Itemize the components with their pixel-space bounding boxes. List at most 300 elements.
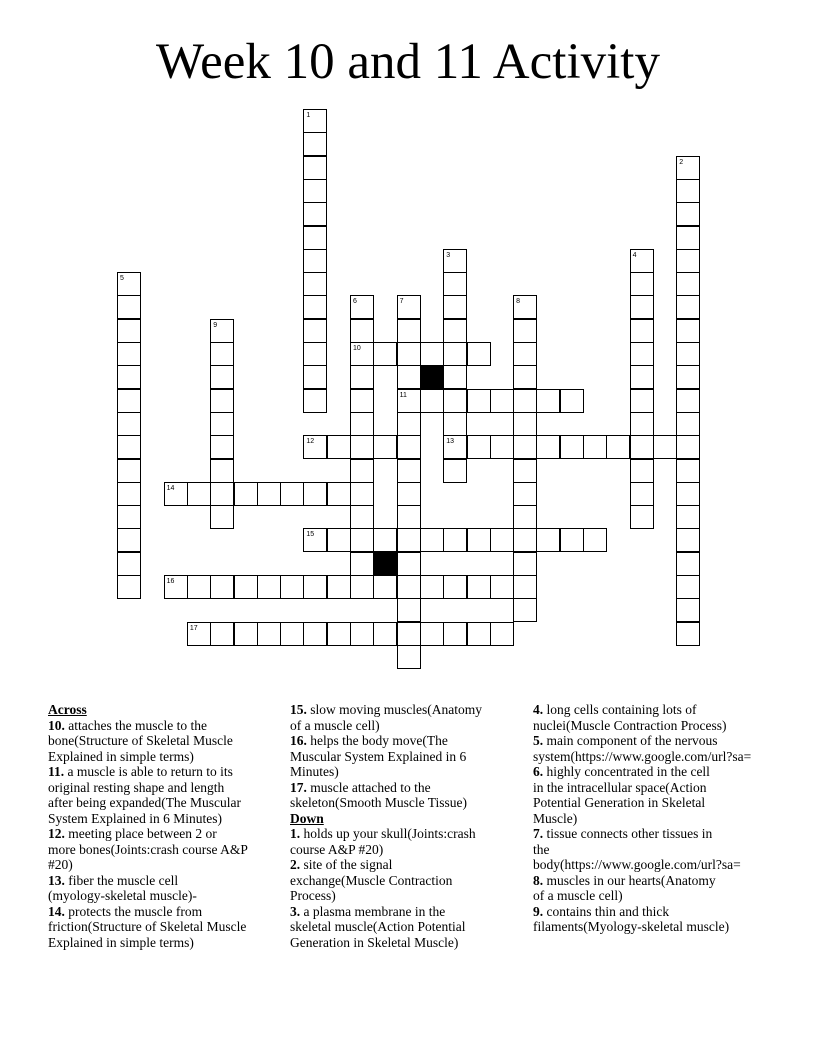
grid-cell[interactable] <box>420 342 444 366</box>
clue-line <box>290 702 526 718</box>
clue-number: 11 <box>399 391 407 399</box>
grid-cell[interactable] <box>467 435 491 459</box>
grid-cell[interactable] <box>513 319 537 343</box>
grid-cell[interactable] <box>443 435 467 459</box>
clue-line <box>533 888 816 904</box>
grid-cell[interactable] <box>467 575 491 599</box>
grid-cell[interactable] <box>350 319 374 343</box>
clue-line <box>290 749 526 765</box>
clue-line <box>290 780 526 796</box>
grid-cell[interactable] <box>513 342 537 366</box>
clue-line <box>290 842 526 858</box>
grid-cell[interactable] <box>117 365 141 389</box>
grid-cell[interactable] <box>327 622 351 646</box>
grid-cell[interactable] <box>397 598 421 622</box>
clue-text: main component of the nervous <box>546 733 718 748</box>
grid-cell[interactable] <box>234 622 258 646</box>
grid-cell[interactable] <box>117 342 141 366</box>
clue-text: exchange(Muscle Contraction <box>290 872 453 888</box>
grid-cell[interactable] <box>117 389 141 413</box>
grid-cell[interactable] <box>490 575 514 599</box>
grid-cell[interactable] <box>280 575 304 599</box>
clue-line <box>290 935 526 951</box>
clue-text: Process) <box>290 888 336 903</box>
grid-cell[interactable] <box>490 528 514 552</box>
grid-cell[interactable] <box>397 645 421 669</box>
clue-item <box>290 826 526 857</box>
grid-cell[interactable] <box>676 435 700 459</box>
grid-cell[interactable] <box>676 272 700 296</box>
grid-cell[interactable] <box>560 528 584 552</box>
grid-cell[interactable] <box>513 435 537 459</box>
clue-text: of a muscle cell) <box>533 888 623 903</box>
grid-cell[interactable] <box>443 295 467 319</box>
grid-cell[interactable] <box>397 622 421 646</box>
grid-cell[interactable] <box>583 435 607 459</box>
grid-cell[interactable] <box>303 109 327 133</box>
clue-text: Generation in Skeletal Muscle) <box>290 934 459 950</box>
grid-cell[interactable] <box>187 622 211 646</box>
grid-cell[interactable] <box>513 295 537 319</box>
clue-text: fiber the muscle cell <box>68 872 179 888</box>
grid-cell[interactable] <box>443 389 467 413</box>
clue-number-label: 2. <box>290 857 301 872</box>
grid-cell[interactable] <box>210 412 234 436</box>
grid-cell[interactable] <box>303 342 327 366</box>
grid-cell[interactable] <box>303 319 327 343</box>
clue-text: skeleton(Smooth Muscle Tissue) <box>290 795 468 810</box>
clue-text: Potential Generation in Skeletal <box>533 795 706 810</box>
clue-item <box>533 702 816 733</box>
clue-item <box>290 904 526 951</box>
grid-cell[interactable] <box>630 365 654 389</box>
grid-cell[interactable] <box>513 365 537 389</box>
grid-cell[interactable] <box>210 319 234 343</box>
grid-cell[interactable] <box>676 295 700 319</box>
grid-cell[interactable] <box>327 482 351 506</box>
grid-cell[interactable] <box>490 622 514 646</box>
clue-item <box>533 826 816 873</box>
grid-cell[interactable] <box>630 295 654 319</box>
clue-column-1 <box>48 702 284 950</box>
grid-cell[interactable] <box>210 365 234 389</box>
grid-cell[interactable] <box>467 342 491 366</box>
grid-cell[interactable] <box>676 202 700 226</box>
grid-cell[interactable] <box>210 505 234 529</box>
grid-cell[interactable] <box>630 389 654 413</box>
grid-cell[interactable] <box>210 342 234 366</box>
clue-text: a plasma membrane in the <box>303 903 446 919</box>
grid-cell[interactable] <box>420 622 444 646</box>
grid-cell[interactable] <box>117 505 141 529</box>
grid-cell[interactable] <box>164 575 188 599</box>
clue-line <box>533 733 816 749</box>
clue-number: 9 <box>213 321 218 329</box>
grid-cell[interactable] <box>676 598 700 622</box>
grid-cell[interactable] <box>676 156 700 180</box>
clue-number-label: 16. <box>290 733 307 748</box>
grid-cell[interactable] <box>513 575 537 599</box>
grid-cell[interactable] <box>397 552 421 576</box>
clue-line <box>533 873 816 889</box>
grid-cell[interactable] <box>373 435 397 459</box>
clue-line <box>290 873 526 889</box>
clue-line <box>533 702 816 718</box>
grid-cell[interactable] <box>513 459 537 483</box>
clue-item <box>290 780 526 811</box>
clue-text: course A&P #20) <box>290 841 384 857</box>
down-heading: Down <box>290 810 324 826</box>
clue-line <box>533 780 816 796</box>
clue-text: (myology-skeletal muscle)- <box>48 888 197 903</box>
clue-text: original resting shape and length <box>48 779 225 795</box>
grid-cell[interactable] <box>303 249 327 273</box>
grid-cell[interactable] <box>420 528 444 552</box>
grid-cell[interactable] <box>257 482 281 506</box>
grid-cell[interactable] <box>630 272 654 296</box>
grid-cell[interactable] <box>676 179 700 203</box>
clue-number-label: 9. <box>533 903 544 919</box>
grid-cell[interactable] <box>676 528 700 552</box>
grid-cell[interactable] <box>234 482 258 506</box>
grid-cell[interactable] <box>234 575 258 599</box>
grid-cell[interactable] <box>350 505 374 529</box>
grid-cell[interactable] <box>187 482 211 506</box>
grid-cell[interactable] <box>630 342 654 366</box>
grid-cell[interactable] <box>117 319 141 343</box>
clue-line <box>533 904 816 920</box>
clue-number-label: 10. <box>48 717 65 733</box>
clue-number-label: 4. <box>533 702 544 717</box>
clue-number-label: 14. <box>48 903 65 919</box>
clue-line <box>48 857 284 873</box>
grid-cell[interactable] <box>350 365 374 389</box>
grid-cell[interactable] <box>676 552 700 576</box>
grid-cell[interactable] <box>303 622 327 646</box>
grid-cell[interactable] <box>397 459 421 483</box>
clue-line <box>290 826 526 842</box>
grid-cell[interactable] <box>303 156 327 180</box>
grid-cell[interactable] <box>560 435 584 459</box>
clue-item <box>533 904 816 935</box>
grid-cell[interactable] <box>350 389 374 413</box>
grid-cell[interactable] <box>303 226 327 250</box>
grid-cell[interactable] <box>630 435 654 459</box>
clue-item <box>533 873 816 904</box>
grid-cell[interactable] <box>117 459 141 483</box>
clue-line <box>48 826 284 842</box>
grid-cell[interactable] <box>303 528 327 552</box>
clue-item <box>48 764 284 826</box>
grid-cell[interactable] <box>397 365 421 389</box>
clue-item <box>533 733 816 764</box>
grid-cell[interactable] <box>536 389 560 413</box>
clue-text: body(https://www.google.com/url?sa= <box>533 857 741 872</box>
grid-cell[interactable] <box>630 482 654 506</box>
clue-text: system(https://www.google.com/url?sa= <box>533 748 752 764</box>
grid-cell[interactable] <box>397 528 421 552</box>
page-title: Week 10 and 11 Activity <box>156 34 660 90</box>
clue-text: muscle attached to the <box>310 779 431 795</box>
grid-cell[interactable] <box>513 389 537 413</box>
grid-cell[interactable] <box>117 552 141 576</box>
grid-cell[interactable] <box>280 622 304 646</box>
grid-cell[interactable] <box>117 575 141 599</box>
grid-cell[interactable] <box>676 226 700 250</box>
grid-cell[interactable] <box>303 272 327 296</box>
clue-number: 10 <box>353 345 361 352</box>
grid-cell[interactable] <box>397 482 421 506</box>
grid-cell[interactable] <box>350 528 374 552</box>
grid-cell[interactable] <box>350 622 374 646</box>
grid-cell[interactable] <box>467 389 491 413</box>
grid-cell[interactable] <box>513 598 537 622</box>
grid-cell[interactable] <box>117 482 141 506</box>
grid-cell[interactable] <box>676 412 700 436</box>
grid-cell[interactable] <box>536 435 560 459</box>
clue-text: Minutes) <box>290 764 339 779</box>
clue-number: 13 <box>446 438 454 446</box>
grid-cell[interactable] <box>303 575 327 599</box>
clue-text: helps the body move(The <box>310 733 448 748</box>
grid-cell[interactable] <box>513 482 537 506</box>
grid-cell[interactable] <box>653 435 677 459</box>
clue-line <box>48 919 284 935</box>
grid-cell[interactable] <box>210 459 234 483</box>
grid-cell[interactable] <box>630 249 654 273</box>
clue-text: tissue connects other tissues in <box>546 826 713 841</box>
grid-cell[interactable] <box>303 132 327 156</box>
grid-cell[interactable] <box>257 575 281 599</box>
grid-cell[interactable] <box>676 575 700 599</box>
grid-cell[interactable] <box>630 412 654 436</box>
clue-line <box>48 764 284 780</box>
grid-cell[interactable] <box>420 575 444 599</box>
clue-number-label: 6. <box>533 764 544 779</box>
clue-text: a muscle is able to return to its <box>67 764 233 779</box>
grid-cell[interactable] <box>303 365 327 389</box>
clue-item <box>48 904 284 951</box>
grid-cell[interactable] <box>210 482 234 506</box>
grid-cell[interactable] <box>210 435 234 459</box>
clue-text: muscles in our hearts(Anatomy <box>546 872 716 888</box>
grid-cell[interactable] <box>373 575 397 599</box>
clue-line <box>48 780 284 796</box>
grid-cell[interactable] <box>350 575 374 599</box>
clue-item <box>48 873 284 904</box>
grid-cell[interactable] <box>117 435 141 459</box>
grid-cell[interactable] <box>303 389 327 413</box>
clue-text: long cells containing lots of <box>546 702 697 717</box>
grid-cell[interactable] <box>536 528 560 552</box>
grid-cell[interactable] <box>490 435 514 459</box>
grid-cell[interactable] <box>373 528 397 552</box>
clue-line <box>533 826 816 842</box>
clue-text: bone(Structure of Skeletal Muscle <box>48 733 233 748</box>
clue-line <box>48 749 284 765</box>
black-square <box>373 552 397 576</box>
clue-number-label: 13. <box>48 872 65 888</box>
clue-line <box>48 811 284 827</box>
grid-cell[interactable] <box>467 622 491 646</box>
clue-text: more bones(Joints:crash course A&P <box>48 841 248 857</box>
clue-number-label: 12. <box>48 826 65 841</box>
clue-line <box>290 857 526 873</box>
grid-cell[interactable] <box>117 412 141 436</box>
grid-cell[interactable] <box>630 319 654 343</box>
grid-cell[interactable] <box>560 389 584 413</box>
grid-cell[interactable] <box>257 622 281 646</box>
clue-text: attaches the muscle to the <box>68 717 207 733</box>
clue-text: of a muscle cell) <box>290 717 380 733</box>
grid-cell[interactable] <box>420 389 444 413</box>
grid-cell[interactable] <box>583 528 607 552</box>
grid-cell[interactable] <box>513 552 537 576</box>
grid-cell[interactable] <box>327 575 351 599</box>
grid-cell[interactable] <box>630 505 654 529</box>
grid-cell[interactable] <box>443 575 467 599</box>
grid-cell[interactable] <box>676 482 700 506</box>
grid-cell[interactable] <box>443 342 467 366</box>
clue-line <box>533 718 816 734</box>
grid-cell[interactable] <box>397 319 421 343</box>
grid-cell[interactable] <box>676 342 700 366</box>
grid-cell[interactable] <box>676 505 700 529</box>
grid-cell[interactable] <box>280 482 304 506</box>
grid-cell[interactable] <box>303 179 327 203</box>
grid-cell[interactable] <box>164 482 188 506</box>
grid-cell[interactable] <box>210 389 234 413</box>
clue-item <box>48 718 284 765</box>
grid-cell[interactable] <box>210 622 234 646</box>
grid-cell[interactable] <box>117 528 141 552</box>
clue-number-label: 15. <box>290 702 307 717</box>
grid-cell[interactable] <box>443 459 467 483</box>
grid-cell[interactable] <box>606 435 630 459</box>
grid-cell[interactable] <box>676 389 700 413</box>
clue-text: meeting place between 2 or <box>68 826 217 841</box>
grid-cell[interactable] <box>443 365 467 389</box>
clue-item <box>290 857 526 904</box>
grid-cell[interactable] <box>513 528 537 552</box>
clue-text: in the intracellular space(Action <box>533 779 707 795</box>
clue-text: #20) <box>48 857 73 872</box>
clue-line <box>533 842 816 858</box>
grid-cell[interactable] <box>443 622 467 646</box>
grid-cell[interactable] <box>327 435 351 459</box>
clue-number: 14 <box>166 484 175 492</box>
clue-line <box>290 888 526 904</box>
grid-cell[interactable] <box>350 295 374 319</box>
clue-text: Explained in simple terms) <box>48 748 194 764</box>
grid-cell[interactable] <box>350 412 374 436</box>
clue-number-label: 17. <box>290 779 307 795</box>
grid-cell[interactable] <box>513 412 537 436</box>
grid-cell[interactable] <box>303 435 327 459</box>
grid-cell[interactable] <box>187 575 211 599</box>
grid-cell[interactable] <box>350 342 374 366</box>
grid-cell[interactable] <box>397 389 421 413</box>
grid-cell[interactable] <box>350 459 374 483</box>
grid-cell[interactable] <box>676 365 700 389</box>
grid-cell[interactable] <box>676 622 700 646</box>
clue-item <box>533 764 816 826</box>
grid-cell[interactable] <box>513 505 537 529</box>
grid-cell[interactable] <box>350 482 374 506</box>
grid-cell[interactable] <box>373 622 397 646</box>
grid-cell[interactable] <box>676 459 700 483</box>
clue-line <box>533 749 816 765</box>
clue-text: the <box>533 841 550 857</box>
clue-text: highly concentrated in the cell <box>546 764 710 779</box>
grid-cell[interactable] <box>327 528 351 552</box>
grid-cell[interactable] <box>303 202 327 226</box>
grid-cell[interactable] <box>397 435 421 459</box>
clue-line <box>290 795 526 811</box>
clue-text: holds up your skull(Joints:crash <box>303 826 476 841</box>
clue-line <box>48 904 284 920</box>
clue-text: protects the muscle from <box>68 903 203 919</box>
grid-cell[interactable] <box>490 389 514 413</box>
grid-cell[interactable] <box>676 319 700 343</box>
clue-text: skeletal muscle(Action Potential <box>290 919 466 934</box>
clue-line <box>533 811 816 827</box>
clue-number: 16 <box>166 578 175 585</box>
grid-cell[interactable] <box>397 505 421 529</box>
clue-text: slow moving muscles(Anatomy <box>310 702 482 717</box>
clue-number-label: 8. <box>533 872 544 888</box>
grid-cell[interactable] <box>117 295 141 319</box>
grid-cell[interactable] <box>117 272 141 296</box>
grid-cell[interactable] <box>397 575 421 599</box>
grid-cell[interactable] <box>303 482 327 506</box>
clue-line <box>48 795 284 811</box>
clue-text: contains thin and thick <box>546 903 670 919</box>
clue-text: friction(Structure of Skeletal Muscle <box>48 919 247 934</box>
clue-text: site of the signal <box>303 857 393 872</box>
clue-text: filaments(Myology-skeletal muscle) <box>533 919 730 934</box>
clue-number: 5 <box>120 275 124 283</box>
clue-line <box>48 718 284 734</box>
clue-text: nuclei(Muscle Contraction Process) <box>533 717 727 733</box>
clue-number: 8 <box>516 298 520 306</box>
grid-cell[interactable] <box>443 319 467 343</box>
clue-text: System Explained in 6 Minutes) <box>48 810 222 826</box>
clue-number-label: 1. <box>290 826 301 841</box>
grid-cell[interactable] <box>443 412 467 436</box>
clue-line <box>48 842 284 858</box>
grid-cell[interactable] <box>630 459 654 483</box>
grid-cell[interactable] <box>467 528 491 552</box>
clue-line <box>290 904 526 920</box>
grid-cell[interactable] <box>350 435 374 459</box>
grid-cell[interactable] <box>397 342 421 366</box>
grid-cell[interactable] <box>373 342 397 366</box>
clue-line <box>533 764 816 780</box>
clue-item <box>290 733 526 780</box>
clue-line <box>48 733 284 749</box>
grid-cell[interactable] <box>303 295 327 319</box>
grid-cell[interactable] <box>350 552 374 576</box>
grid-cell[interactable] <box>443 272 467 296</box>
grid-cell[interactable] <box>397 295 421 319</box>
grid-cell[interactable] <box>443 249 467 273</box>
grid-cell[interactable] <box>443 528 467 552</box>
grid-cell[interactable] <box>676 249 700 273</box>
clue-number: 15 <box>306 531 315 539</box>
grid-cell[interactable] <box>210 575 234 599</box>
grid-cell[interactable] <box>397 412 421 436</box>
